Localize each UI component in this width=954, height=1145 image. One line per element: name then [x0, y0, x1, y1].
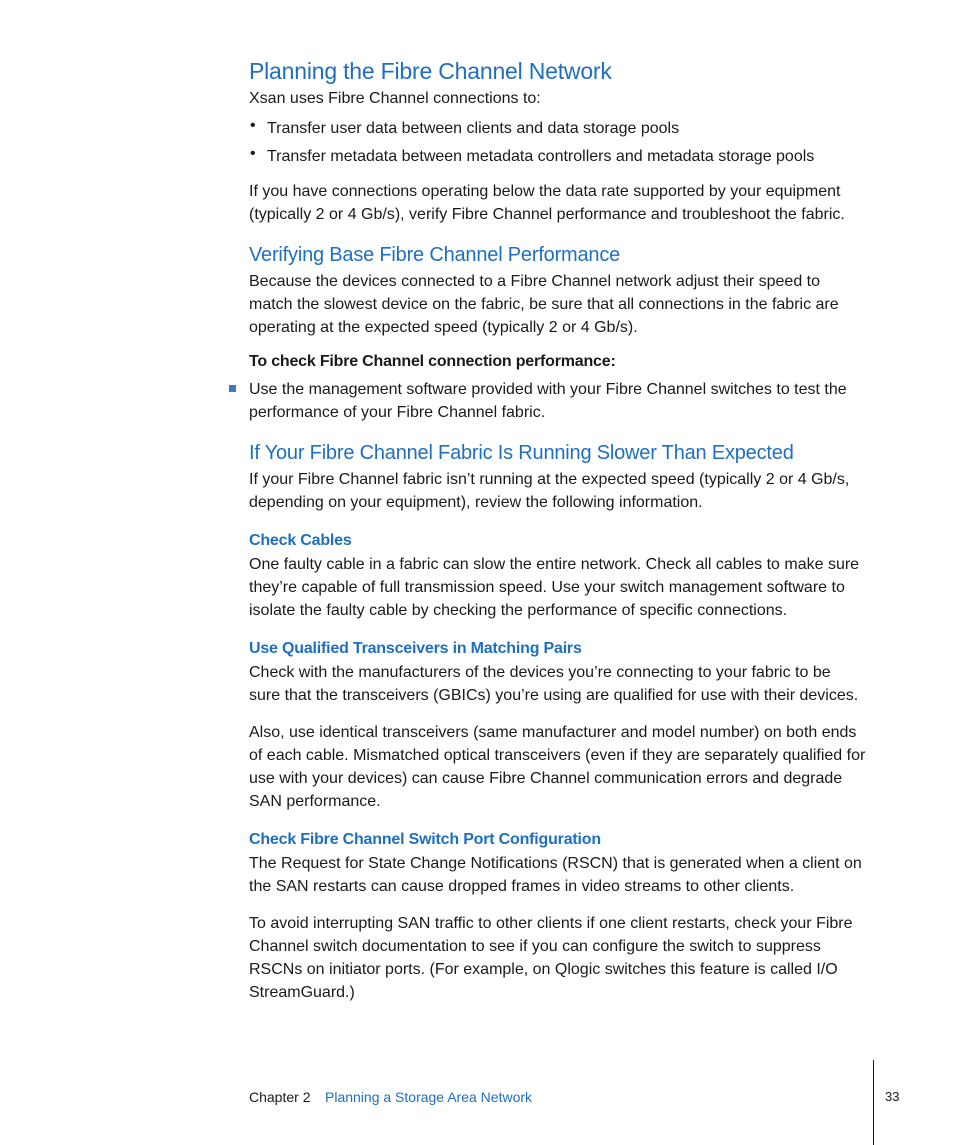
paragraph-line: isolate the faulty cable by checking the performance of specific connections. [249, 602, 788, 619]
paragraph [249, 180, 845, 226]
footer-chapter: Chapter 2 [249, 1089, 311, 1105]
paragraph-line: Also, use identical transceivers (same manufacturer and model number) on both ends [249, 724, 857, 741]
paragraph-line: operating at the expected speed (typically 2 or 4 Gb/s). [249, 319, 638, 336]
paragraph [249, 661, 858, 707]
paragraph [249, 721, 865, 813]
paragraph-line: depending on your equipment), review the following information. [249, 494, 703, 511]
bullet-dot-icon: • [250, 145, 256, 162]
paragraph-line: match the slowest device on the fabric, be sure that all connections in the fabric are [249, 296, 839, 313]
paragraph-line: The Request for State Change Notifications (RSCN) that is generated when a client on [249, 855, 862, 872]
paragraph-line: To avoid interrupting SAN traffic to other clients if one client restarts, check your Fibre [249, 915, 853, 932]
section-heading: If Your Fibre Channel Fabric Is Running Slower Than Expected [249, 442, 794, 464]
list-item: Transfer metadata between metadata controllers and metadata storage pools [267, 148, 815, 165]
subsection-heading: Use Qualified Transceivers in Matching Pairs [249, 640, 582, 657]
paragraph [249, 852, 862, 898]
paragraph-line: sure that the transceivers (GBICs) you’re using are qualified for use with their devices. [249, 687, 859, 704]
paragraph-line: they’re capable of full transmission speed. Use your switch management software to [249, 579, 845, 596]
subsection-heading: Check Cables [249, 532, 352, 549]
paragraph-line: Because the devices connected to a Fibre Channel network adjust their speed to [249, 273, 821, 290]
bullet-dot-icon: • [250, 117, 256, 134]
page-number: 33 [885, 1089, 900, 1104]
paragraph-line: (typically 2 or 4 Gb/s), verify Fibre Channel performance and troubleshoot the fabric. [249, 206, 845, 223]
page-title: Planning the Fibre Channel Network [249, 58, 612, 84]
paragraph-line: StreamGuard.) [249, 984, 355, 1001]
paragraph [249, 468, 849, 514]
paragraph [249, 912, 853, 1004]
paragraph-line: RSCNs on initiator ports. (For example, on Qlogic switches this feature is called I/O [249, 961, 838, 978]
task-step [249, 378, 847, 424]
paragraph-line: Use the management software provided with your Fibre Channel switches to test the [249, 381, 847, 398]
paragraph-line: performance of your Fibre Channel fabric. [249, 404, 546, 421]
square-bullet-icon [229, 385, 236, 392]
paragraph-line: the SAN restarts can cause dropped frames in video streams to other clients. [249, 878, 795, 895]
paragraph-line: use with your devices) can cause Fibre Channel communication errors and degrade [249, 770, 843, 787]
paragraph [249, 553, 859, 622]
subsection-heading: Check Fibre Channel Switch Port Configuration [249, 831, 601, 848]
section-heading: Verifying Base Fibre Channel Performance [249, 244, 621, 266]
footer-chapter-title: Planning a Storage Area Network [325, 1089, 533, 1105]
footer-divider [873, 1060, 874, 1145]
paragraph-line: SAN performance. [249, 793, 381, 810]
paragraph-line: Check with the manufacturers of the devices you’re connecting to your fabric to be [249, 664, 831, 681]
paragraph-line: If your Fibre Channel fabric isn’t running at the expected speed (typically 2 or 4 Gb/s, [249, 471, 850, 488]
paragraph [249, 270, 839, 339]
intro-text: Xsan uses Fibre Channel connections to: [249, 90, 541, 107]
paragraph-line: of each cable. Mismatched optical transceivers (even if they are separately qualified for [249, 747, 866, 764]
paragraph-line: One faulty cable in a fabric can slow the entire network. Check all cables to make sure [249, 556, 860, 573]
list-item: Transfer user data between clients and data storage pools [267, 120, 680, 137]
paragraph-line: Channel switch documentation to see if you can configure the switch to suppress [249, 938, 821, 955]
paragraph-line: If you have connections operating below the data rate supported by your equipment [249, 183, 841, 200]
task-title: To check Fibre Channel connection performance: [249, 353, 616, 370]
